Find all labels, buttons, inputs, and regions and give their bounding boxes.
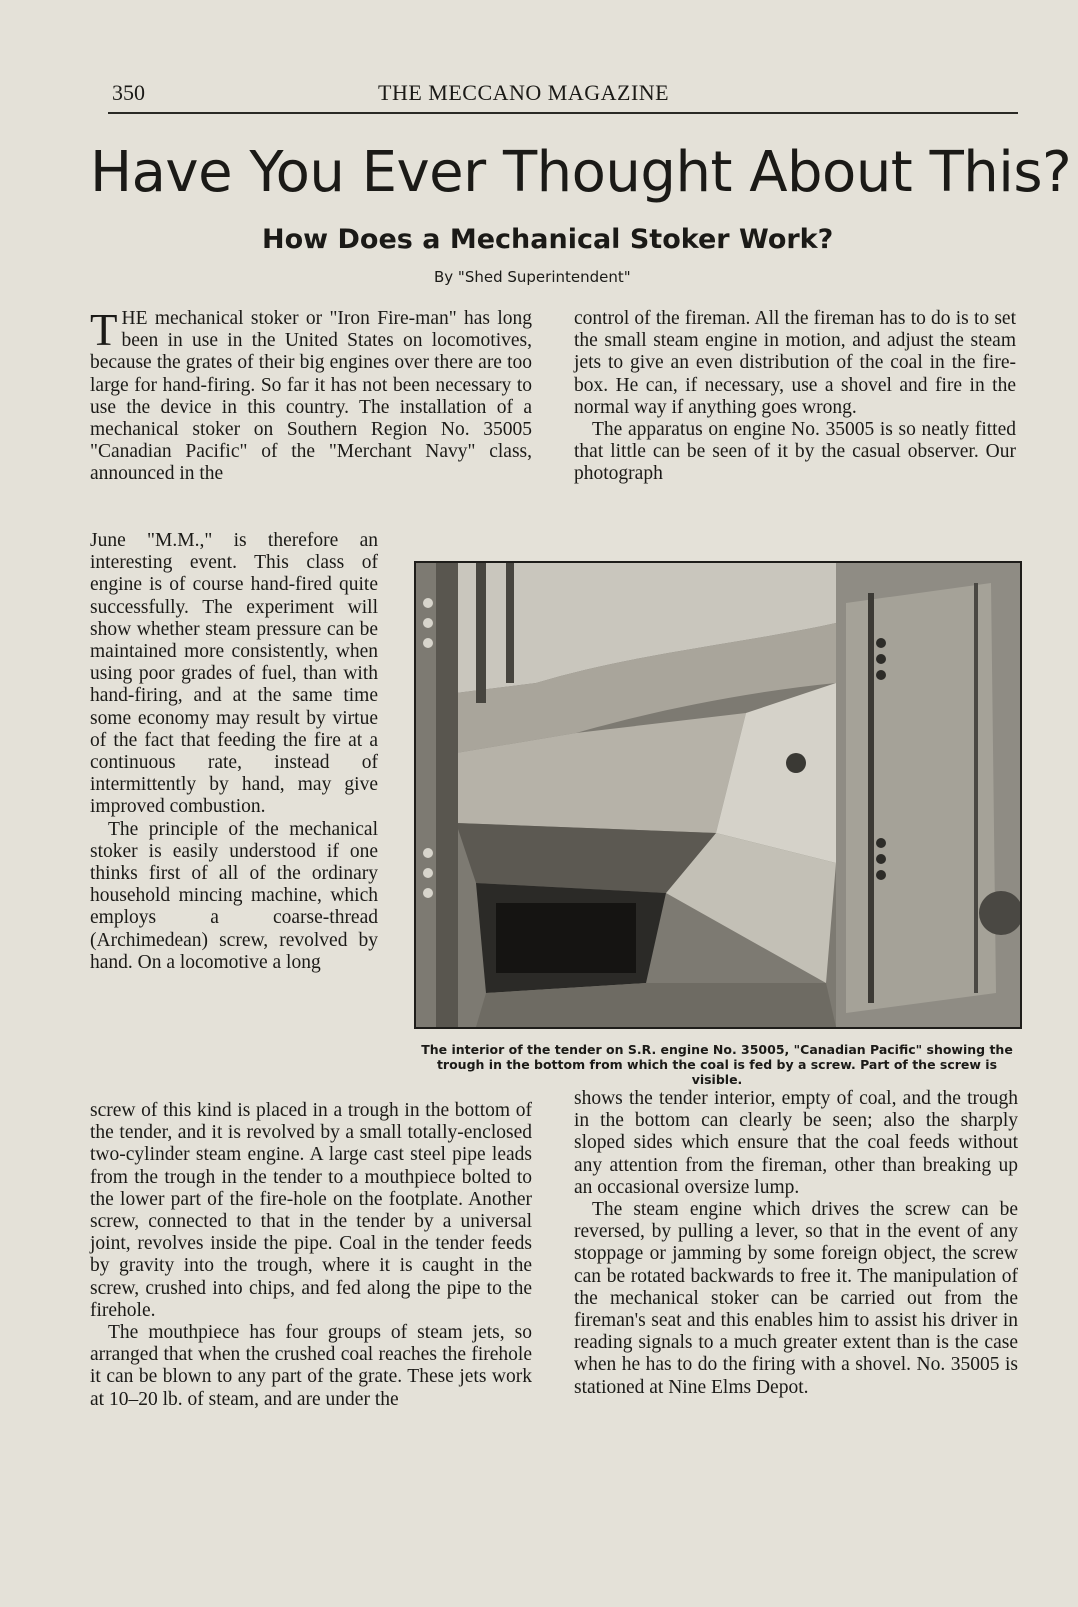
paragraph	[90, 305, 532, 486]
paragraph: The principle of the mechanical stoker is easily understood if one thinks first of all of the ordinary household mincing machine, which employs a coarse-thread (Archimedean) screw, revolved by hand. On a locomotive a long	[90, 818, 378, 973]
paragraph: shows the tender interior, empty of coal, and the trough in the bottom can clearly be seen; also the sharply sloped sides which ensure that the coal feeds without any attention from the fireman, other than breaking up an occasional oversize lump.	[574, 1088, 1018, 1198]
tender-interior-photo	[414, 561, 1022, 1029]
right-column-bottom	[574, 1088, 1018, 1399]
paragraph: June "M.M.," is therefore an interesting event. This class of engine is of course hand-fired quite successfully. The experiment will show whether steam pressure can be maintained more consistently, when using poor grades of fuel, than with hand-firing, and at the same time some economy may result by virtue of the fact that feeding the fire at a continuous rate, instead of intermittently by hand, may give improved combustion.	[90, 530, 378, 818]
left-column-beside-photo	[90, 530, 378, 974]
article-byline: By "Shed Superintendent"	[434, 268, 631, 286]
paragraph: The steam engine which drives the screw can be reversed, by pulling a lever, so that in the event of any stoppage or jamming by some foreign object, the screw can be rotated backwards to free it. The manipulation of the mechanical stoker can be carried out from the fireman's seat and this enables him to assist his driver in reading signals to a much greater extent than is the case when he has to do the firing with a shovel. No. 35005 is stationed at Nine Elms Depot.	[574, 1199, 1018, 1398]
article-title: Have You Ever Thought About This?	[90, 140, 1072, 205]
header-rule	[108, 112, 1018, 114]
paragraph: The mouthpiece has four groups of steam jets, so arranged that when the crushed coal reaches the firehole it can be blown to any part of the grate. These jets work at 10–20 lb. of steam, and are under the	[90, 1322, 532, 1410]
paragraph: screw of this kind is placed in a trough in the bottom of the tender, and it is revolved by a small totally-enclosed two-cylinder steam engine. A large cast steel pipe leads from the trough in the tender to a mouthpiece bolted to the lower part of the fire-hole on the footplate. Another screw, connected to that in the tender by a universal joint, revolves inside the pipe. Coal in the tender feeds by gravity into the trough, where it is caught in the screw, crushed into chips, and fed along the pipe to the firehole.	[90, 1100, 532, 1321]
page-number: 350	[112, 80, 145, 105]
article-subtitle: How Does a Mechanical Stoker Work?	[262, 224, 834, 255]
paragraph-text: HE mechanical stoker or "Iron Fire-man" has long been in use in the United States on locomotives, because the grates of their big engines over there are too large for hand-firing. So far it has not been necessary to use the device in this country. The installation of a mechanical stoker on Southern Region No. 35005 "Canadian Pacific" of the "Merchant Navy" class, announced in the	[90, 308, 532, 485]
photo-illustration	[416, 563, 1020, 1027]
right-column-top	[574, 308, 1016, 486]
drop-cap: T	[90, 305, 118, 355]
paragraph: control of the fireman. All the fireman has to do is to set the small steam engine in motion, and adjust the steam jets to give an even distribution of the coal in the fire-box. He can, if necessary, use a shovel and fire in the normal way if anything goes wrong.	[574, 308, 1016, 418]
photo-caption: The interior of the tender on S.R. engine No. 35005, "Canadian Pacific" showing the trough in the bottom from which the coal is fed by a screw. Part of the screw is visible.	[421, 1042, 1013, 1087]
paragraph: The apparatus on engine No. 35005 is so neatly fitted that little can be seen of it by the casual observer. Our photograph	[574, 419, 1016, 485]
magazine-title: THE MECCANO MAGAZINE	[378, 80, 670, 105]
left-column-top	[90, 305, 532, 486]
left-column-bottom	[90, 1100, 532, 1411]
